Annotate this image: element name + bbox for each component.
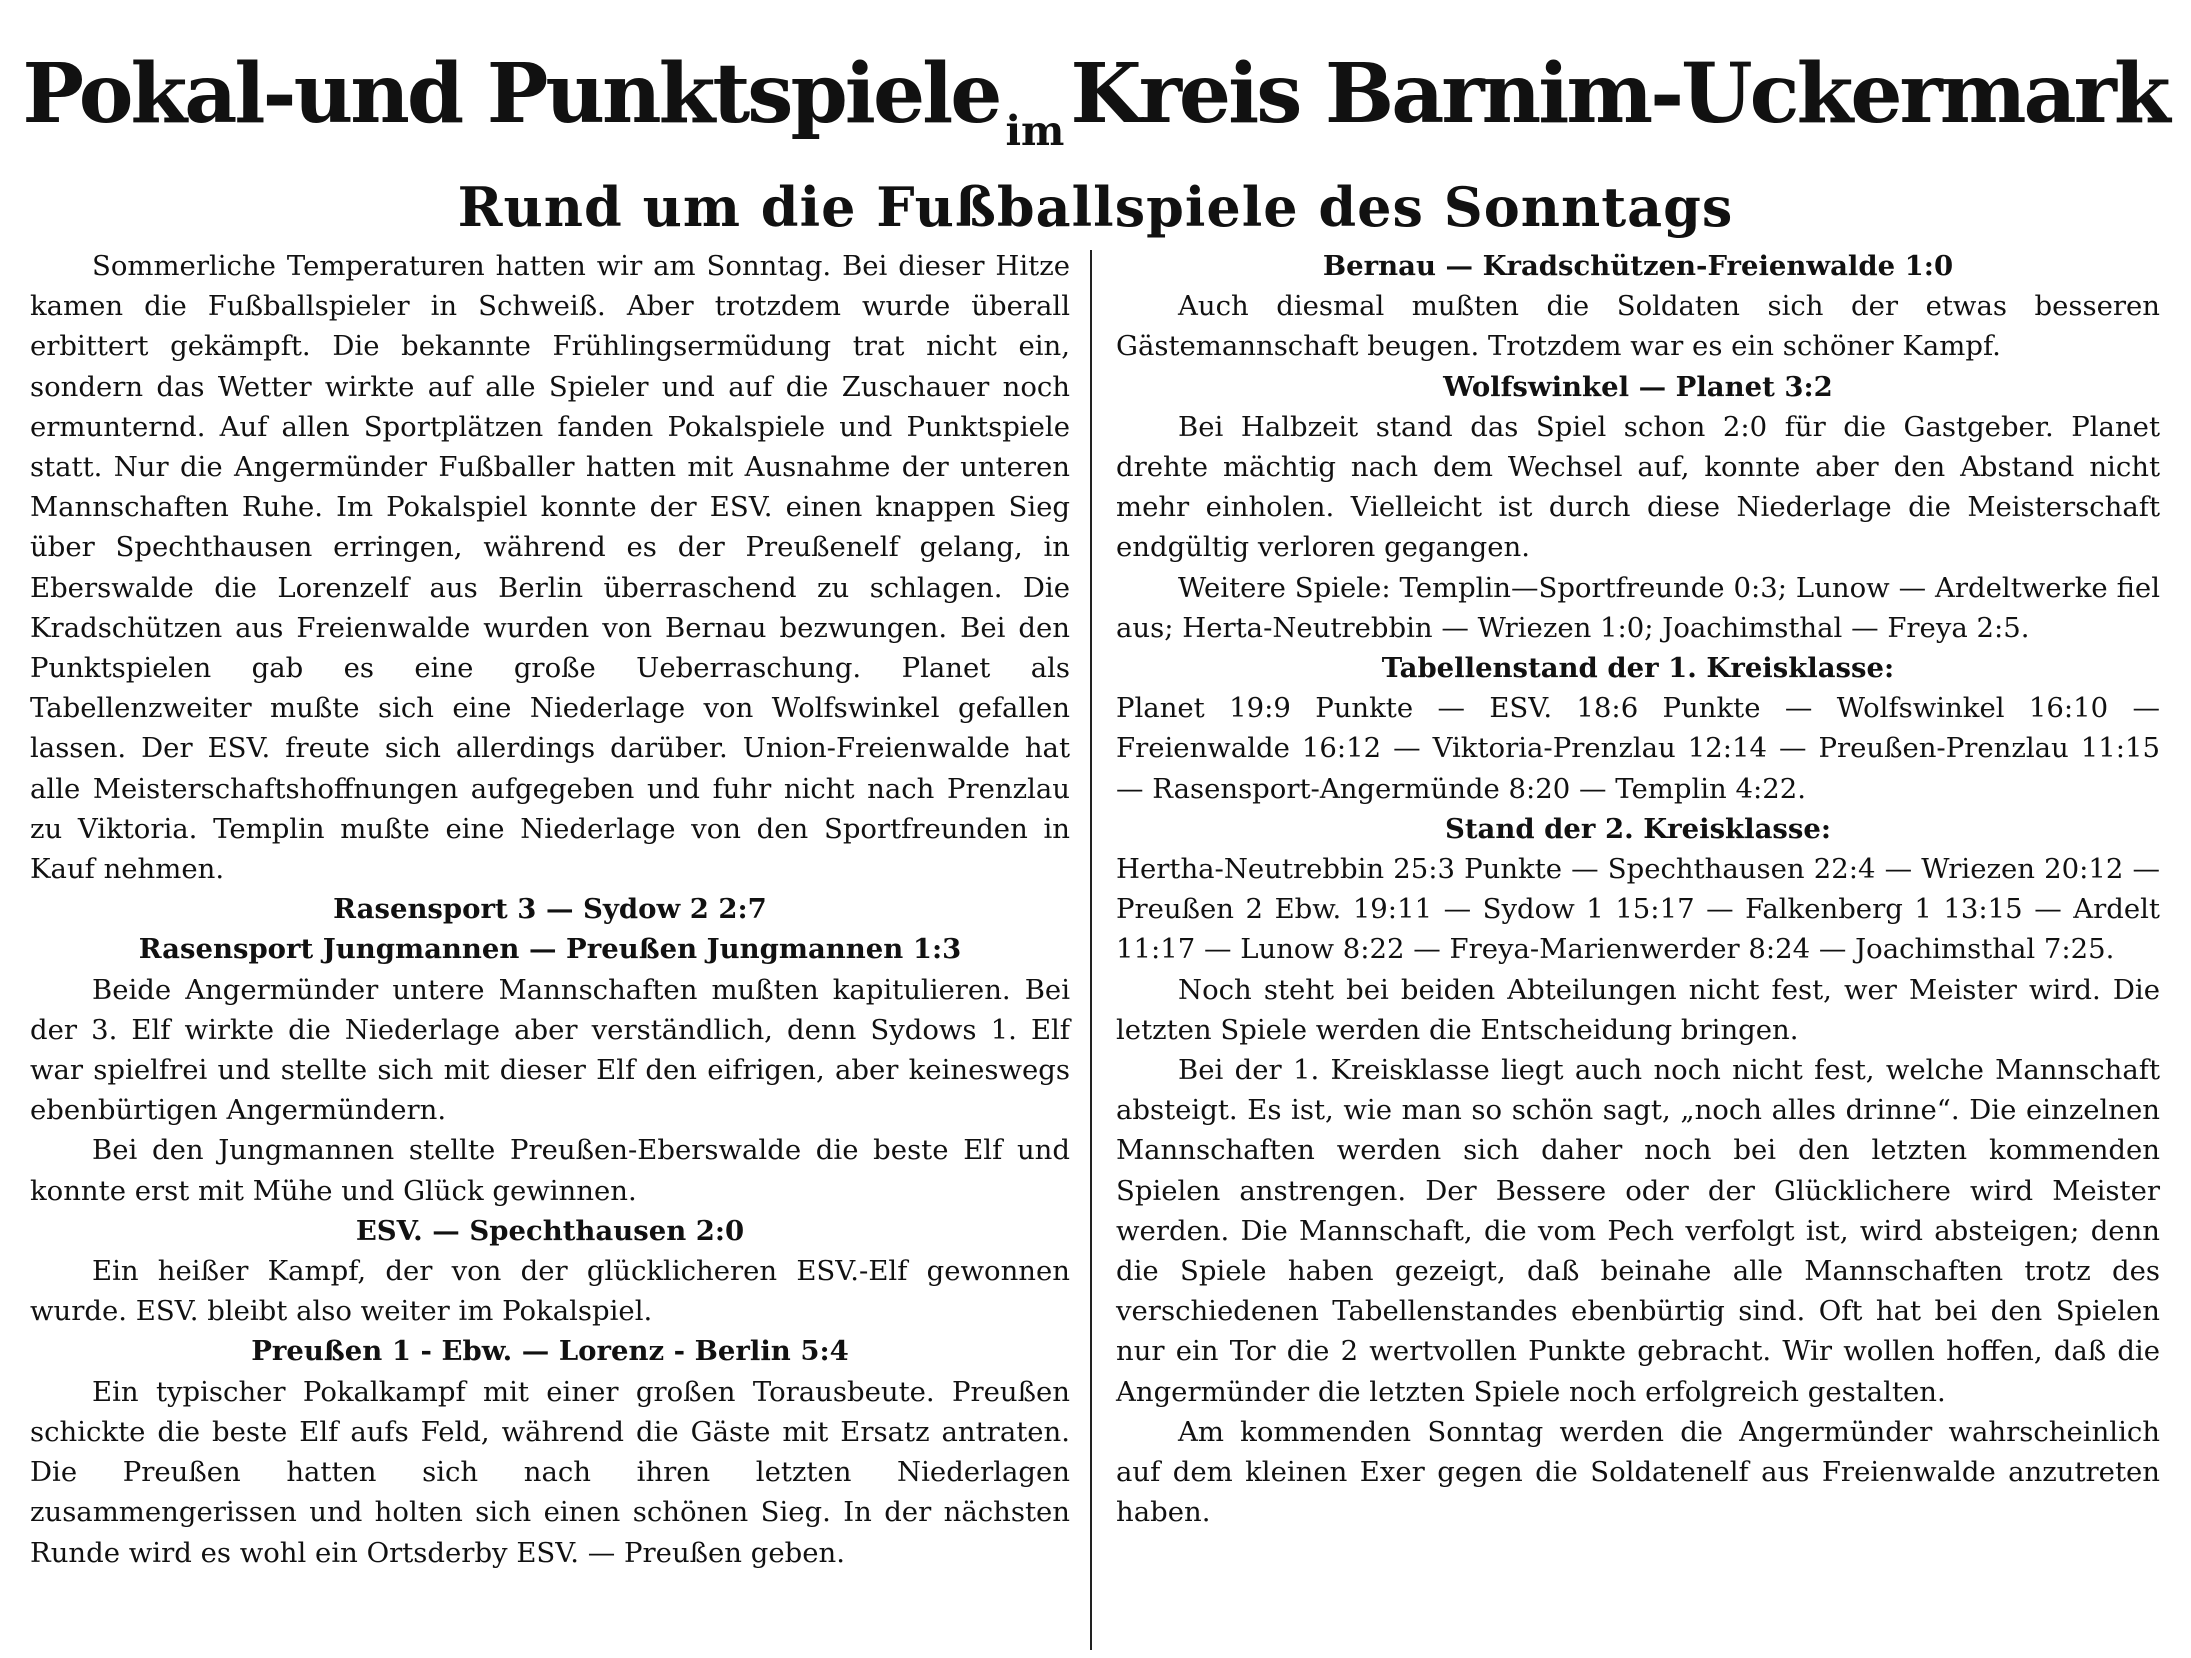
paragraph: Bei der 1. Kreisklasse liegt auch noch nicht fest, welche Mannschaft absteigt. Es ist, wie man so schön sagt, „noch alles drinne“. Die einzelnen Mannschaften werden sich daher noch bei den letzten kommenden Spielen anstrengen. Der Bessere oder der Glücklichere wird Meister werden. Die Mannschaft, die vom Pech verfolgt ist, wird absteigen; denn die Spiele haben gezeigt, daß beinahe alle Mannschaften trotz des verschiedenen Tabellenstandes ebenbürtig sind. Oft hat bei den Spielen nur ein Tor die 2 wertvollen Punkte gebracht. Wir wollen hoffen, daß die Angermünder die letzten Spiele noch erfolgreich gestalten.	[1116, 1054, 2160, 1408]
paragraph: Bei Halbzeit stand das Spiel schon 2:0 für die Gastgeber. Planet drehte mächtig nach dem Wechsel auf, konnte aber den Abstand nicht mehr einholen. Vielleicht ist durch diese Niederlage die Meisterschaft endgültig verloren gegangen.	[1116, 410, 2160, 564]
column-rule	[1090, 250, 1092, 1650]
section-heading: Bernau — Kradschützen-Freienwalde 1:0	[1322, 250, 1954, 282]
paragraph: Bei den Jungmannen stellte Preußen-Eberswalde die beste Elf und konnte erst mit Mühe und Glück gewinnen.	[30, 1134, 1070, 1207]
headline-part-2: Kreis Barnim-Uckermark	[1070, 46, 2168, 142]
section-heading: Stand der 2. Kreisklasse:	[1445, 812, 1831, 845]
headline	[20, 14, 2170, 174]
paragraph: Ein heißer Kampf, der von der glücklicheren ESV.-Elf gewonnen wurde. ESV. bleibt also weiter im Pokalspiel.	[30, 1255, 1070, 1328]
paragraph: Sommerliche Temperaturen hatten wir am Sonntag. Bei dieser Hitze kamen die Fußballspieler in Schweiß. Aber trotzdem wurde überall erbittert gekämpft. Die bekannte Frühlingsermüdung trat nicht ein, sondern das Wetter wirkte auf alle Spieler und auf die Zuschauer noch ermunternd. Auf allen Sportplätzen fanden Pokalspiele und Punktspiele statt. Nur die Angermünder Fußballer hatten mit Ausnahme der unteren Mannschaften Ruhe. Im Pokalspiel konnte der ESV. einen knappen Sieg über Spechthausen erringen, während es der Preußenelf gelang, in Eberswalde die Lorenzelf aus Berlin überraschend zu schlagen. Die Kradschützen aus Freienwalde wurden von Bernau bezwungen. Bei den Punktspielen gab es eine große Ueberraschung. Planet als Tabellenzweiter mußte sich eine Niederlage von Wolfswinkel gefallen lassen. Der ESV. freute sich allerdings darüber. Union-Freienwalde hat alle Meisterschaftshoffnungen aufgegeben und fuhr nicht nach Prenzlau zu Viktoria. Templin mußte eine Niederlage von den Sportfreunden in Kauf nehmen.	[30, 250, 1070, 886]
subheadline: Rund um die Fußballspiele des Sonntags	[457, 175, 1734, 239]
paragraph: Noch steht bei beiden Abteilungen nicht fest, wer Meister wird. Die letzten Spiele werden die Entscheidung bringen.	[1116, 973, 2160, 1046]
section-heading: Rasensport Jungmannen — Preußen Jungmannen 1:3	[138, 933, 962, 966]
section-heading: Preußen 1 - Ebw. — Lorenz - Berlin 5:4	[251, 1335, 849, 1368]
section-heading: ESV. — Spechthausen 2:0	[355, 1214, 745, 1247]
paragraph: Auch diesmal mußten die Soldaten sich der etwas besseren Gästemannschaft beugen. Trotzdem war es ein schöner Kampf.	[1116, 290, 2160, 363]
standings-paragraph: Planet 19:9 Punkte — ESV. 18:6 Punkte — Wolfswinkel 16:10 — Freienwalde 16:12 — Viktoria-Prenzlau 12:14 — Preußen-Prenzlau 11:15 — Rasensport-Angermünde 8:20 — Templin 4:22.	[1116, 692, 2160, 805]
paragraph: Am kommenden Sonntag werden die Angermünder wahrscheinlich auf dem kleinen Exer gegen die Soldatenelf aus Freienwalde anzutreten haben.	[1116, 1415, 2160, 1529]
standings-paragraph: Hertha-Neutrebbin 25:3 Punkte — Spechthausen 22:4 — Wriezen 20:12 — Preußen 2 Ebw. 19:11 — Sydow 1 15:17 — Falkenberg 1 13:15 — Ardelt 11:17 — Lunow 8:22 — Freya-Marienwerder 8:24 — Joachimsthal 7:25.	[1116, 853, 2160, 966]
left-column	[30, 246, 1070, 1648]
paragraph: Ein typischer Pokalkampf mit einer großen Torausbeute. Preußen schickte die beste Elf aufs Feld, während die Gäste mit Ersatz antraten. Die Preußen hatten sich nach ihren letzten Niederlagen zusammengerissen und holten sich einen schönen Sieg. In der nächsten Runde wird es wohl ein Ortsderby ESV. — Preußen geben.	[30, 1375, 1070, 1569]
headline-im: im	[1005, 107, 1065, 155]
paragraph: Weitere Spiele: Templin—Sportfreunde 0:3; Lunow — Ardeltwerke fiel aus; Herta-Neutrebbin — Wriezen 1:0; Joachimsthal — Freya 2:5.	[1116, 571, 2160, 644]
right-column	[1116, 246, 2160, 1648]
headline-part-1: Pokal-und Punktspiele	[22, 46, 1000, 142]
paragraph: Beide Angermünder untere Mannschaften mußten kapitulieren. Bei der 3. Elf wirkte die Niederlage aber verständlich, denn Sydows 1. Elf war spielfrei und stellte sich mit dieser Elf den eifrigen, aber keineswegs ebenbürtigen Angermündern.	[30, 973, 1070, 1127]
section-heading: Wolfswinkel — Planet 3:2	[1443, 370, 1833, 403]
section-heading: Rasensport 3 — Sydow 2 2:7	[333, 893, 767, 926]
section-heading: Tabellenstand der 1. Kreisklasse:	[1381, 652, 1895, 685]
